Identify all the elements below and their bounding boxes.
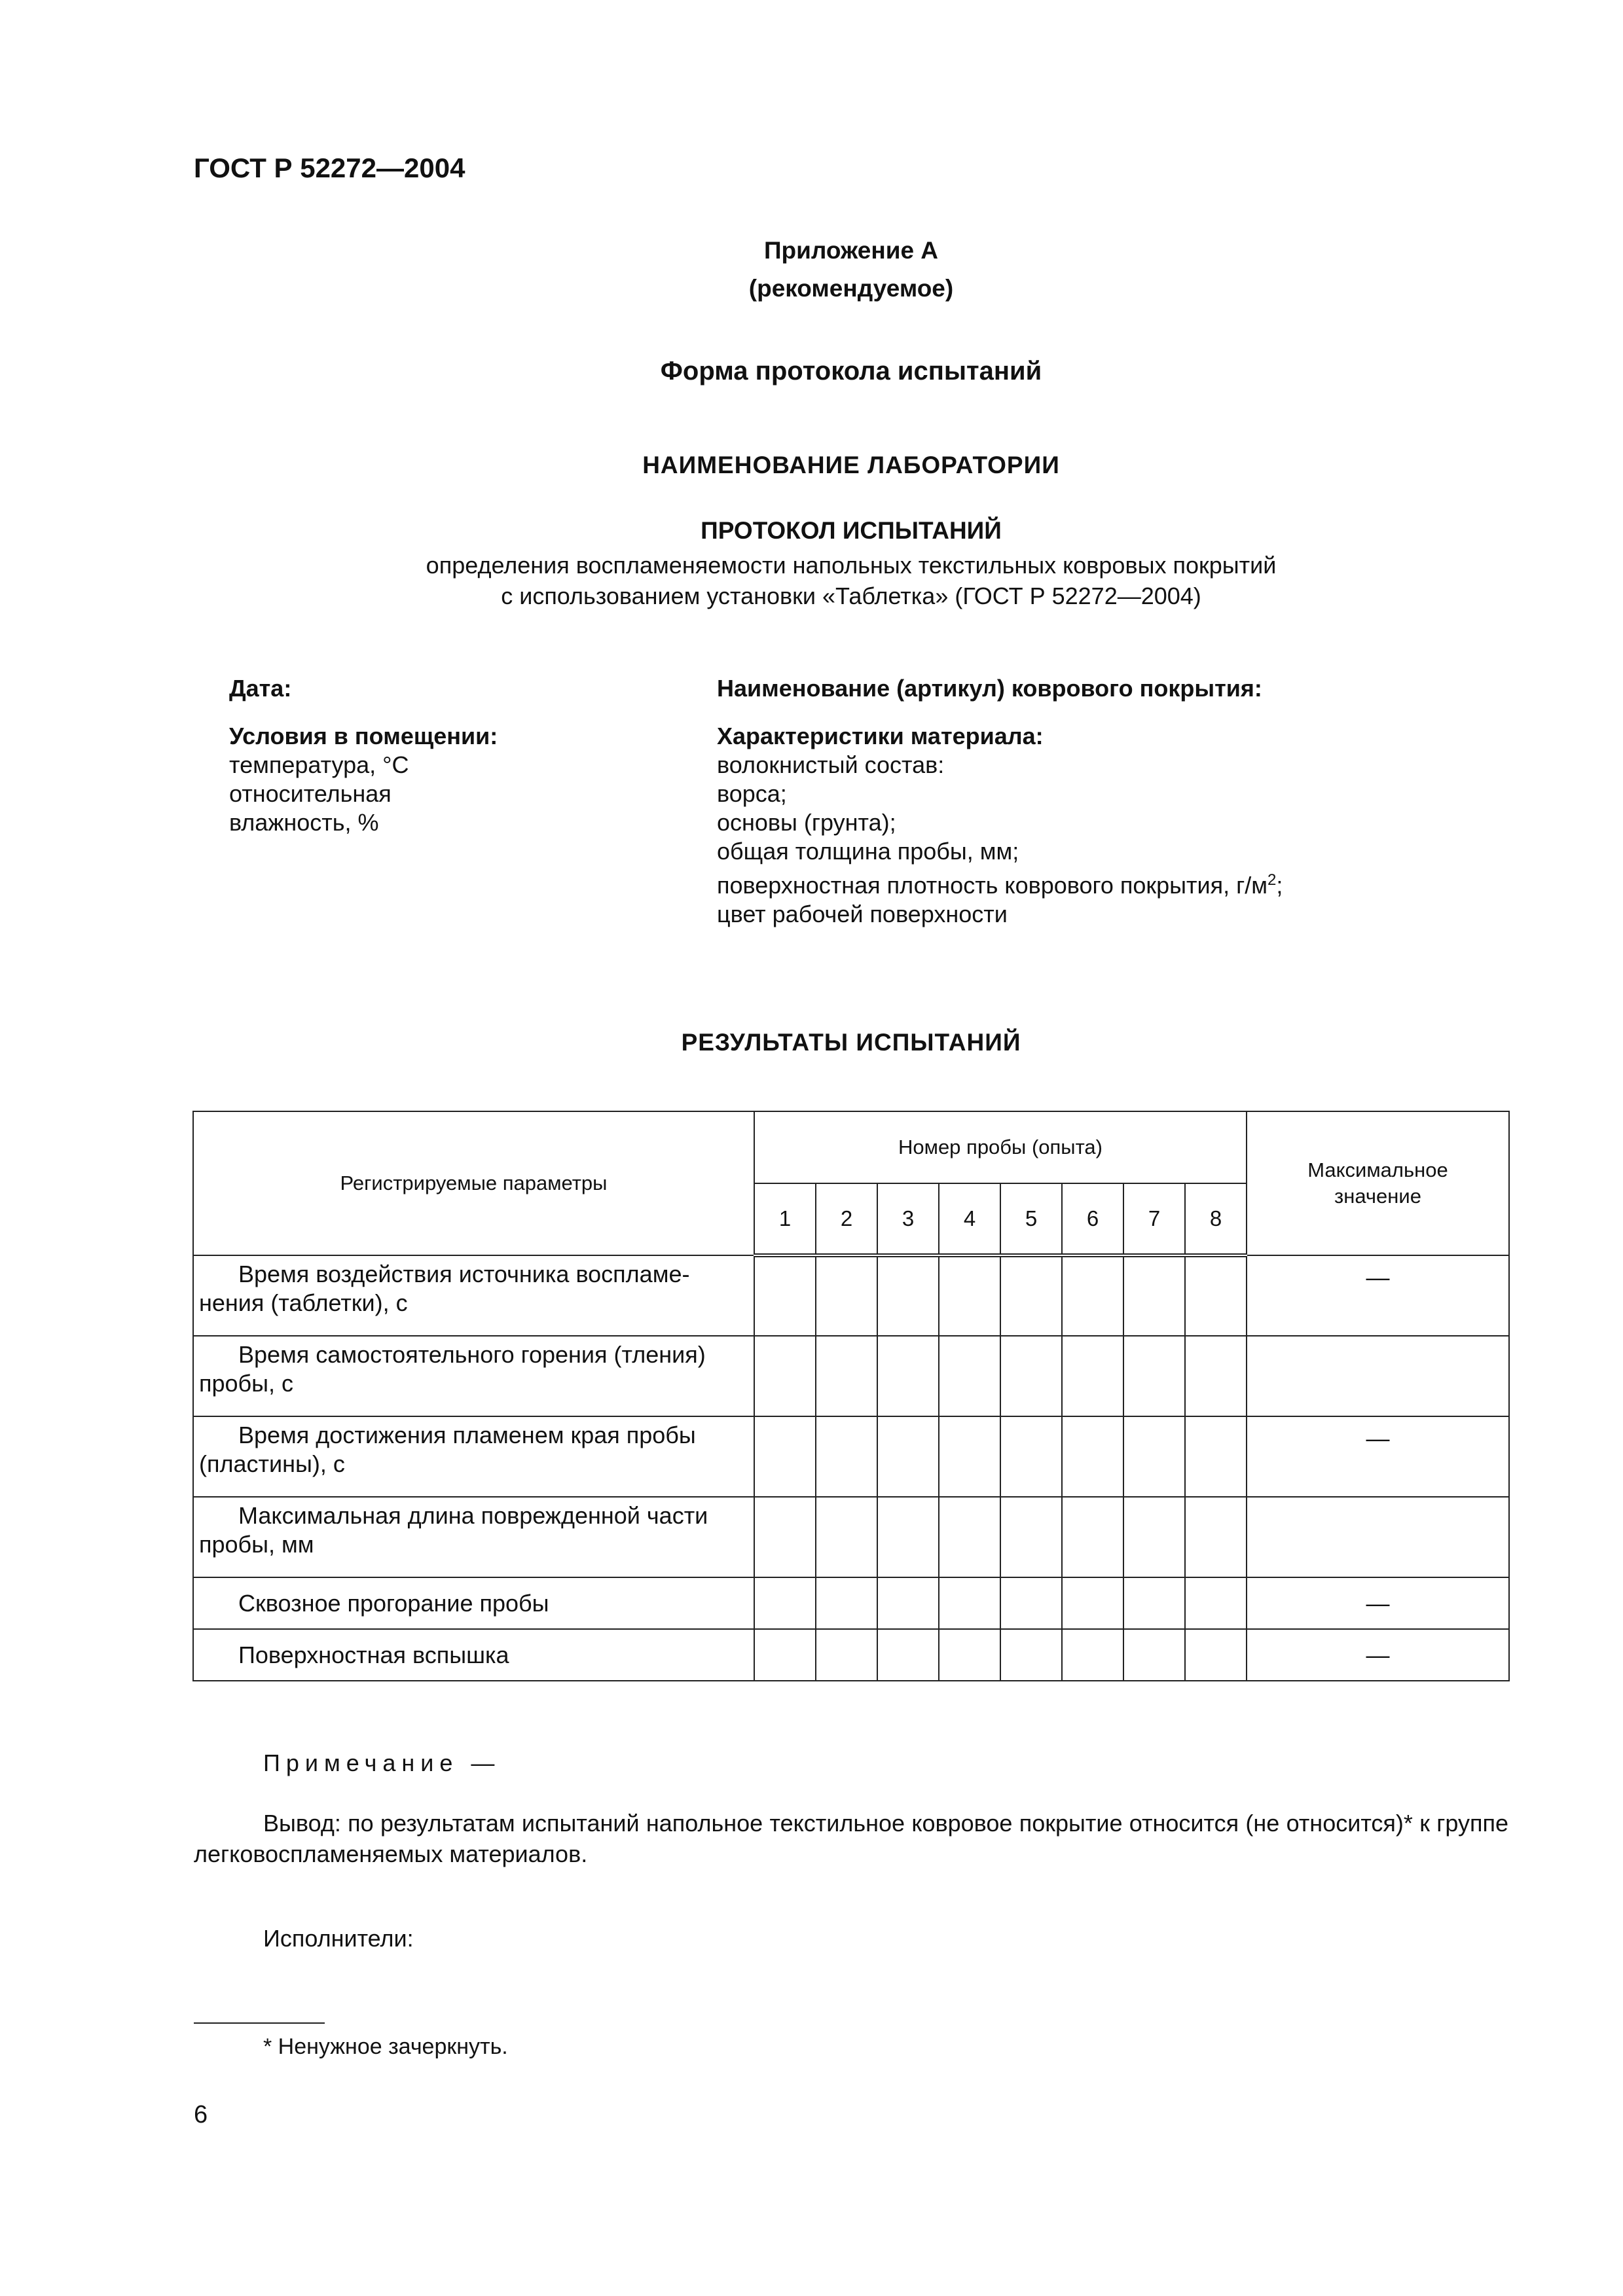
result-cell[interactable] [1062,1577,1123,1629]
result-cell[interactable] [877,1629,939,1681]
thickness-field: общая толщина пробы, мм; [717,838,1019,865]
result-cell[interactable] [1185,1577,1247,1629]
result-cell[interactable] [1062,1255,1123,1336]
result-cell[interactable] [1062,1416,1123,1497]
parameter-name: Сквозное прогорание пробы [193,1577,754,1629]
result-cell[interactable] [1000,1416,1062,1497]
material-characteristics [717,722,1283,929]
result-cell[interactable] [754,1629,816,1681]
result-cell[interactable] [877,1497,939,1577]
sample-number: 4 [939,1183,1000,1255]
laboratory-name: НАИМЕНОВАНИЕ ЛАБОРАТОРИИ [642,452,1060,478]
note: Примечание — [263,1749,501,1776]
page-number: 6 [194,2101,208,2128]
result-cell[interactable] [1123,1577,1185,1629]
max-value-cell[interactable] [1247,1336,1509,1416]
table-row [193,1336,1509,1416]
result-cell[interactable] [1062,1497,1123,1577]
density-end: ; [1276,872,1283,899]
conditions-label: Условия в помещении: [229,723,498,749]
sample-number: 1 [754,1183,816,1255]
result-cell[interactable] [1123,1336,1185,1416]
parameter-name: Поверхностная вспышка [193,1629,754,1681]
header-sample-number: Номер пробы (опыта) [754,1111,1247,1183]
density-unit-exponent: 2 [1267,871,1277,889]
parameter-name: Время достижения пламенем края пробы (пластины), с [193,1416,754,1497]
result-cell[interactable] [1062,1629,1123,1681]
max-value-cell: — [1247,1255,1509,1336]
room-conditions [229,722,498,837]
result-cell[interactable] [1000,1255,1062,1336]
result-cell[interactable] [1123,1255,1185,1336]
protocol-subtitle [0,550,1623,611]
sample-number: 5 [1000,1183,1062,1255]
density-field [717,866,1283,900]
header-max-value-line1: Максимальное [1307,1158,1448,1181]
annex-status: (рекомендуемое) [748,275,954,302]
temperature-field: температура, °С [229,751,409,778]
annex-title: Приложение А [763,237,939,264]
result-cell[interactable] [816,1577,877,1629]
result-cell[interactable] [877,1336,939,1416]
table-row [193,1416,1509,1497]
parameter-name: Время самостоятельного горения (тления) пробы, с [193,1336,754,1416]
result-cell[interactable] [877,1416,939,1497]
color-field: цвет рабочей поверхности [717,901,1008,927]
result-cell[interactable] [1185,1416,1247,1497]
max-value-cell[interactable] [1247,1497,1509,1577]
date-label: Дата: [229,675,292,702]
result-cell[interactable] [816,1629,877,1681]
protocol-title: ПРОТОКОЛ ИСПЫТАНИЙ [701,517,1002,544]
result-cell[interactable] [754,1497,816,1577]
annex-heading [0,232,1623,308]
result-cell[interactable] [1000,1629,1062,1681]
result-cell[interactable] [1000,1336,1062,1416]
result-cell[interactable] [1000,1577,1062,1629]
table-row [193,1577,1509,1629]
density-text: поверхностная плотность коврового покрытия, г/м [717,872,1268,899]
form-title: Форма протокола испытаний [660,357,1042,386]
footnote: * Ненужное зачеркнуть. [263,2034,508,2059]
result-cell[interactable] [939,1497,1000,1577]
result-cell[interactable] [816,1497,877,1577]
parameter-name: Максимальная длина поврежденной части пробы, мм [193,1497,754,1577]
result-cell[interactable] [754,1255,816,1336]
standard-code: ГОСТ Р 52272—2004 [194,152,465,183]
max-value-cell: — [1247,1577,1509,1629]
header-max-value [1247,1111,1509,1255]
max-value-cell: — [1247,1416,1509,1497]
sample-number: 7 [1123,1183,1185,1255]
result-cell[interactable] [1000,1497,1062,1577]
pile-field: ворса; [717,780,787,807]
table-row [193,1497,1509,1577]
header-max-value-line2: значение [1334,1185,1421,1208]
result-cell[interactable] [877,1577,939,1629]
result-cell[interactable] [939,1577,1000,1629]
humidity-field-line2: влажность, % [229,809,379,836]
result-cell[interactable] [816,1255,877,1336]
executors-label: Исполнители: [263,1925,414,1952]
result-cell[interactable] [754,1416,816,1497]
result-cell[interactable] [816,1416,877,1497]
protocol-subtitle-line: с использованием установки «Таблетка» (ГОСТ Р 52272—2004) [501,583,1201,609]
sample-number: 6 [1062,1183,1123,1255]
result-cell[interactable] [877,1255,939,1336]
material-label: Характеристики материала: [717,723,1044,749]
fiber-composition: волокнистый состав: [717,751,945,778]
max-value-cell: — [1247,1629,1509,1681]
sample-number: 3 [877,1183,939,1255]
result-cell[interactable] [754,1577,816,1629]
result-cell[interactable] [1185,1629,1247,1681]
result-cell[interactable] [939,1336,1000,1416]
result-cell[interactable] [1062,1336,1123,1416]
result-cell[interactable] [939,1255,1000,1336]
result-cell[interactable] [1123,1629,1185,1681]
humidity-field-line1: относительная [229,780,392,807]
table-row [193,1255,1509,1336]
result-cell[interactable] [1185,1336,1247,1416]
result-cell[interactable] [816,1336,877,1416]
table-row [193,1629,1509,1681]
result-cell[interactable] [939,1629,1000,1681]
conclusion: Вывод: по результатам испытаний напольное текстильное ковровое покрытие относится (не относится)* к группе легковоспламеняемых материалов. [194,1810,1508,1867]
result-cell[interactable] [1185,1497,1247,1577]
protocol-subtitle-line: определения воспламеняемости напольных текстильных ковровых покрытий [426,552,1277,579]
header-parameters: Регистрируемые параметры [193,1111,754,1255]
results-table [192,1111,1510,1681]
footnote-divider [194,2022,325,2024]
base-field: основы (грунта); [717,809,896,836]
result-cell[interactable] [754,1336,816,1416]
sample-number: 2 [816,1183,877,1255]
carpet-name-label: Наименование (артикул) коврового покрытия: [717,675,1262,702]
result-cell[interactable] [1123,1416,1185,1497]
parameter-name: Время воздействия источника воспламе-нения (таблетки), с [193,1255,754,1336]
result-cell[interactable] [1123,1497,1185,1577]
result-cell[interactable] [1185,1255,1247,1336]
sample-number: 8 [1185,1183,1247,1255]
result-cell[interactable] [939,1416,1000,1497]
results-title: РЕЗУЛЬТАТЫ ИСПЫТАНИЙ [681,1029,1021,1056]
